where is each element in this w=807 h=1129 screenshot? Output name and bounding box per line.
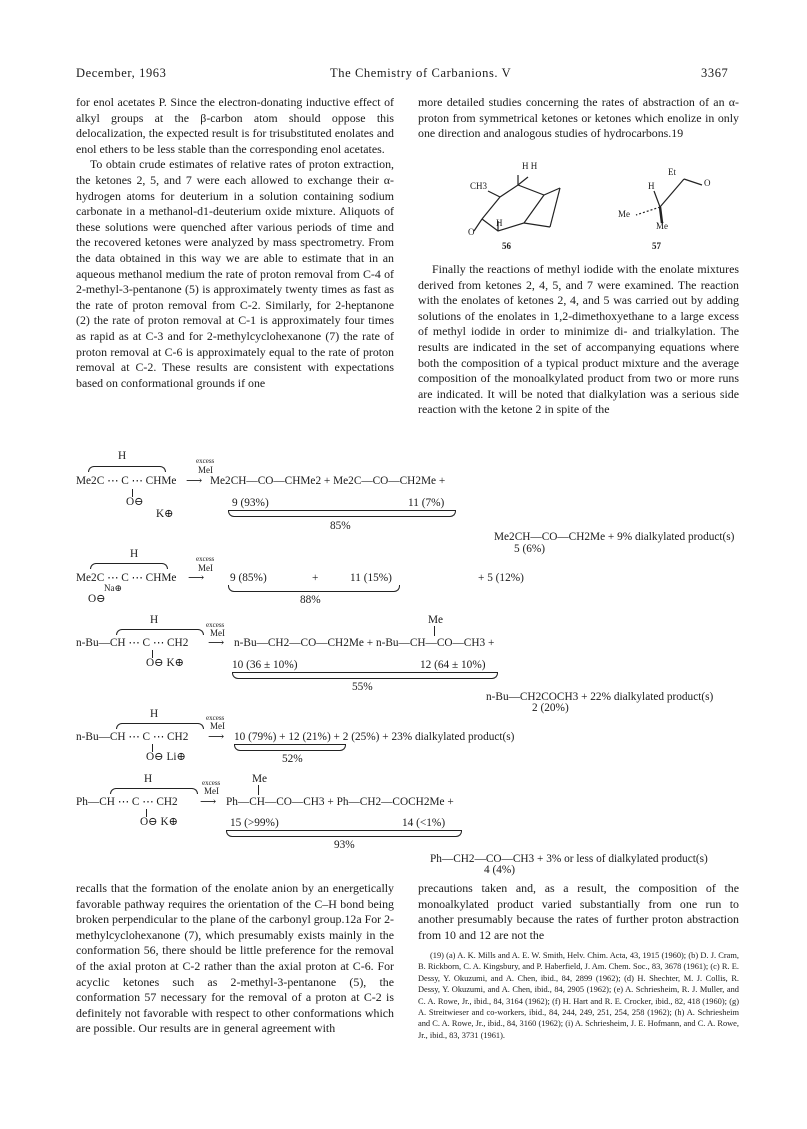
eq2-arrow: ⟶ [188, 572, 205, 584]
footnote-19: (19) (a) A. K. Mills and A. E. W. Smith, Helv. Chim. Acta, 43, 1915 (1960); (b) D. J. Cram, B. Rickborn, C. A. Kingsbury, and P. Haberfield, J. Am. Chem. Soc., 83, 3678 (1961); (c) R. E. Dessy, Y. Okuzumi, and A. Chen, ibid., 84, 2899 (1962); (d) H. Shechter, M. J. Collis, R. Dessy, Y. Okuzumi, and A. Chen, ibid., 84, 2905 (1962); (e) A. Schriesheim, R. J. Muller, and C. A. Rowe, Jr., ibid., 84, 3164 (1962); (f) H. Hart and R. E. Crocker, ibid., 82, 418 (1960); (g) A. Streitwieser and co-workers, ibid., 84, 244, 249, 251, 254, 258 (1962); (h) A. Schriesheim and C. A. Rowe, Jr., ibid., 84, 3160 (1962); (i) A. Schriesheim, J. E. Hofmann, and C. A. Rowe, Jr., ibid., 83, 3731 (1961). [418, 951, 739, 1040]
top-right-column-a [418, 95, 739, 142]
compound-56-label: 56 [502, 241, 511, 251]
eq1-anion: O⊖ [126, 496, 144, 508]
eq2-excess: excess [196, 555, 215, 563]
eq3-reactant: n-Bu—CH ⋯ C ⋯ CH2 [76, 637, 189, 649]
carbonyl-oxygen: O [468, 227, 475, 237]
eq5-products: Ph—CH—CO—CH3 + Ph—CH2—COCH2Me + [226, 796, 454, 808]
axial-hydrogens: H H [522, 161, 538, 171]
eq1-side-product-yield: 5 (6%) [514, 543, 546, 555]
carbonyl-oxygen-57: O [704, 178, 711, 188]
eq5-reagent: MeI [204, 786, 219, 796]
paragraph: Finally the reactions of methyl iodide with the enolate mixtures derived from ketones 2, 4, 5, and 7 were examined. The reaction with the enolates of ketones 2, 4, and 5 was carried out by adding solutions of the enolates in 1,2-dimethoxyethane to a large excess of methyl iodide in order to minimize di- and trialkylation. The results are indicated in the set of accompanying equations where both the composition of a typical product mixture and the average composition of the monoalkylated product from two or more runs are indicated. It will be noted that dialkylation was a serious side reaction with the ketone 2 in spite of the [418, 262, 739, 417]
eq1-arrow: ⟶ [186, 475, 203, 487]
methyl-bottom-57: Me [656, 221, 668, 231]
compound-57-label: 57 [652, 241, 661, 251]
eq1-products: Me2CH—CO—CHMe2 + Me2C—CO—CH2Me + [210, 475, 446, 487]
eq2-anion: O⊖ [88, 593, 106, 605]
eq5-side-product: Ph—CH2—CO—CH3 + 3% or less of dialkylated product(s) [430, 853, 708, 865]
top-right-column-b [418, 262, 739, 418]
paragraph: To obtain crude estimates of relative rates of proton extraction, the ketones 2, 5, and 7 were each allowed to exchange their α-hydrogen atoms for deuterium in a solution containing sodium carbonate in a methanol-d1-deuterium oxide mixture. Aliquots of these solutions were quenched after various periods of time and the recovered ketones were analyzed by mass spectrometry. From the data obtained in this way we are able to estimate that in an aqueous methanol medium the rate of proton removal from C-4 of 2-methyl-3-pentanone (5) is approximately twenty times as fast as the rate of proton removal from C-2. Similarly, for 2-heptanone (2) the rate of proton removal at C-1 is approximately four times as rapid as at C-3 and for 2-methylcyclohexanone (7) the rate of proton removal at C-6 is approximately equal to the rate of proton removal at C-2. These results are consistent with expectations based on conformational grounds if one [76, 157, 394, 390]
eq3-product-10: 10 (36 ± 10%) [232, 659, 298, 671]
eq1-side-product: Me2CH—CO—CH2Me + 9% dialkylated product(s) [494, 531, 735, 543]
eq3-hydrogen: H [150, 614, 159, 626]
eq5-methyl: Me [252, 773, 268, 785]
bottom-right-column [418, 881, 739, 943]
methyl-left-57: Me [618, 209, 630, 219]
eq5-sum-brace [226, 830, 462, 837]
eq5-arrow: ⟶ [200, 796, 217, 808]
running-title: The Chemistry of Carbanions. V [330, 66, 512, 80]
eq1-sum-brace [228, 510, 456, 517]
eq2-hydrogen: H [130, 548, 139, 560]
paragraph: recalls that the formation of the enolate anion by an energetically favorable pathway requires the orientation of the C–H bond being broken perpendicular to the plane of the carbonyl group.12a For 2-methylcyclohexanone (7), which presumably exists mainly in the conformation 56, there should be little preference for the removal of the axial proton at C-2 rather than the axial proton at C-6. For acyclic ketones such as 2-methyl-3-pentanone (5), the conformation 57 necessary for the removal of a proton at C-2 is definitely not favorable with respect to other conformations which are possible. Our results are in general agreement with [76, 881, 394, 1036]
eq4-products: 10 (79%) + 12 (21%) + 2 (25%) + 23% dialkylated product(s) [234, 731, 515, 743]
eq5-resonance-brace [110, 788, 198, 794]
eq2-reagent: MeI [198, 563, 213, 573]
bottom-left-column [76, 881, 394, 1037]
eq3-arrow: ⟶ [208, 637, 225, 649]
eq3-anion: O⊖ K⊕ [146, 657, 185, 669]
eq2-product-9: 9 (85%) [230, 572, 267, 584]
paragraph: more detailed studies concerning the rates of abstraction of an α-proton from symmetrical ketones or ketones which enolize in only one direction and analogous studies of hydrocarbons.19 [418, 95, 739, 141]
eq2-total: 88% [300, 594, 321, 606]
eq5-hydrogen: H [144, 773, 153, 785]
running-date: December, 1963 [76, 66, 167, 80]
eq2-product-11: 11 (15%) [350, 572, 392, 584]
eq3-product-12: 12 (64 ± 10%) [420, 659, 486, 671]
eq1-total: 85% [330, 520, 351, 532]
eq1-cation: K⊕ [156, 508, 174, 520]
top-left-column [76, 95, 394, 391]
eq5-product-15: 15 (>99%) [230, 817, 279, 829]
eq2-resonance-brace [90, 563, 168, 569]
eq3-methyl: Me [428, 614, 444, 626]
conformation-drawings [440, 155, 730, 255]
eq3-total: 55% [352, 681, 373, 693]
eq5-total: 93% [334, 839, 355, 851]
eq1-product-11: 11 (7%) [408, 497, 445, 509]
eq3-side-product: n-Bu—CH2COCH3 + 22% dialkylated product(s) [486, 691, 714, 703]
eq2-plus: + [312, 572, 319, 584]
eq5-reactant: Ph—CH ⋯ C ⋯ CH2 [76, 796, 178, 808]
eq1-resonance-brace [88, 466, 166, 472]
eq4-excess: excess [206, 714, 225, 722]
axial-h-c6: H [496, 218, 503, 228]
eq1-excess: excess [196, 457, 215, 465]
eq4-sum-brace [234, 744, 346, 751]
eq3-side-product-yield: 2 (20%) [532, 702, 569, 714]
eq2-sum-brace [228, 585, 400, 592]
eq1-product-9: 9 (93%) [232, 497, 269, 509]
hydrogen-57: H [648, 181, 655, 191]
eq1-reagent: MeI [198, 465, 213, 475]
paragraph: precautions taken and, as a result, the composition of the monoalkylated product varied substantially from one run to another presumably because the rates of further proton abstraction from 10 and 12 are not the [418, 881, 739, 942]
eq4-total: 52% [282, 753, 303, 765]
ethyl-label: Et [668, 167, 676, 177]
eq3-resonance-brace [116, 629, 204, 635]
paragraph: for enol acetates P. Since the electron-donating inductive effect of alkyl groups at the β-carbon atom should oppose this delocalization, the expected result is for trisubstituted enolates and enol ethers to be less stable than the corresponding enol acetates. [76, 95, 394, 156]
eq4-reactant: n-Bu—CH ⋯ C ⋯ CH2 [76, 731, 189, 743]
eq5-anion: O⊖ K⊕ [140, 816, 179, 828]
eq4-anion: O⊖ Li⊕ [146, 751, 186, 763]
eq5-product-14: 14 (<1%) [402, 817, 446, 829]
eq4-resonance-brace [116, 723, 204, 729]
eq5-methyl-bond [258, 785, 259, 795]
eq3-methyl-bond [434, 626, 435, 636]
eq2-side-product: + 5 (12%) [478, 572, 524, 584]
eq1-hydrogen: H [118, 450, 127, 462]
eq3-products: n-Bu—CH2—CO—CH2Me + n-Bu—CH—CO—CH3 + [234, 637, 495, 649]
eq5-excess: excess [202, 779, 221, 787]
methyl-label: CH3 [470, 181, 488, 191]
eq3-reagent: MeI [210, 628, 225, 638]
eq2-reactant: Me2C ⋯ C ⋯ CHMe [76, 572, 177, 584]
eq4-reagent: MeI [210, 721, 225, 731]
page-number: 3367 [701, 66, 729, 80]
eq5-side-product-yield: 4 (4%) [484, 864, 516, 876]
eq2-cation: Na⊕ [104, 583, 123, 593]
eq3-sum-brace [232, 672, 498, 679]
eq1-reactant: Me2C ⋯ C ⋯ CHMe [76, 475, 177, 487]
conformation-figure [440, 155, 730, 255]
eq3-excess: excess [206, 621, 225, 629]
eq4-arrow: ⟶ [208, 731, 225, 743]
eq4-hydrogen: H [150, 708, 159, 720]
